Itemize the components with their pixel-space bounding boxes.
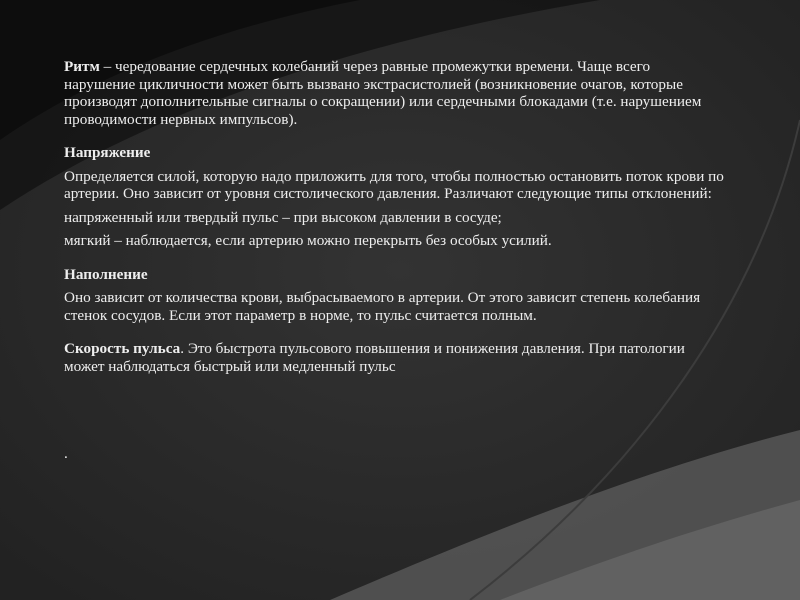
tension-text: Определяется силой, которую надо приложить для того, чтобы полностью остановить поток крови по артерии. Оно зависит от уровня систолического давления. Различают следующие типы отклонений: [64, 167, 724, 202]
rhythm-text: – чередование сердечных колебаний через равные промежутки времени. Чаще всего нарушение цикличности может быть вызвано экстрасистолией (возникновение очагов, которые производят дополнительные сигналы о сокращении) или сердечными блокадами (т.е. нарушением проводимости нервных импульсов). [64, 58, 702, 128]
speed-text: . Это быстрота пульсового повышения и понижения давления. При патологии может наблюдаться быстрый или медленный пульс [64, 340, 685, 375]
rhythm-paragraph [64, 58, 724, 128]
trailing-dot: . [64, 445, 68, 462]
tension-heading: Напряжение [64, 144, 151, 161]
speed-term: Скорость пульса [64, 340, 181, 357]
speed-paragraph [64, 340, 724, 375]
rhythm-term: Ритм [64, 58, 100, 75]
filling-text: Оно зависит от количества крови, выбрасываемого в артерии. От этого зависит степень колебания стенок сосудов. Если этот параметр в норме, то пульс считается полным. [64, 289, 701, 324]
slide-text-body [64, 58, 724, 463]
tension-item-soft: мягкий – наблюдается, если артерию можно перекрыть без особых усилий. [64, 232, 552, 249]
filling-heading: Наполнение [64, 265, 148, 283]
tension-item-hard: напряженный или твердый пульс – при высоком давлении в сосуде; [64, 208, 502, 226]
